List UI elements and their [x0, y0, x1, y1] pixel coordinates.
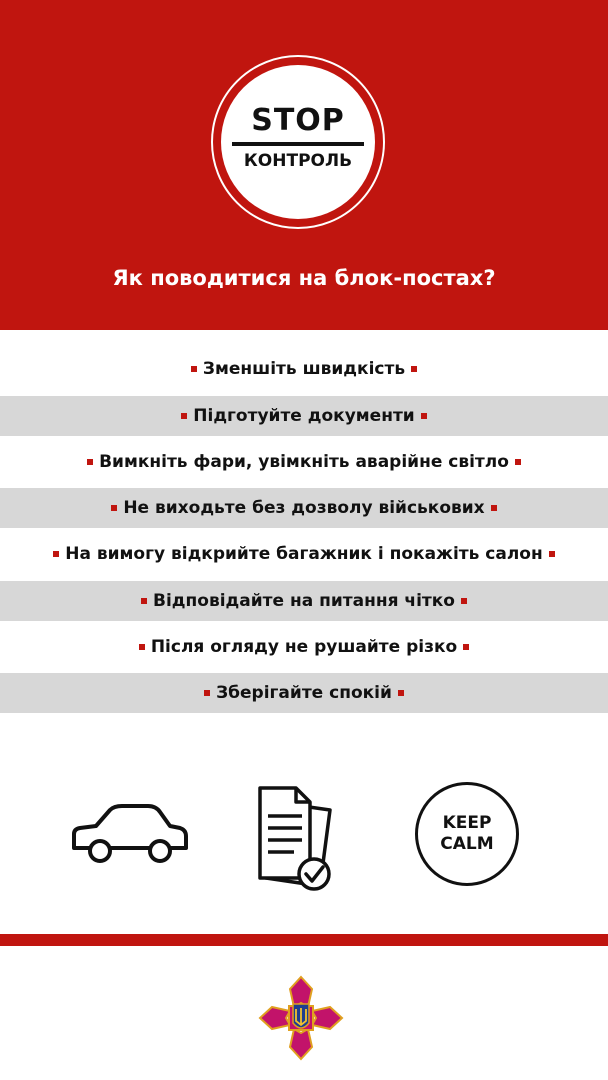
- bullet-square-icon: [139, 644, 145, 650]
- bullet-square-icon: [53, 551, 59, 557]
- bullet-square-icon: [515, 459, 521, 465]
- rule-text: Вимкніть фари, увімкніть аварійне світло: [99, 451, 509, 472]
- bullet-square-icon: [398, 690, 404, 696]
- rule-item: [0, 439, 608, 486]
- rule-item: [0, 581, 608, 621]
- car-icon: [68, 798, 192, 868]
- bullet-square-icon: [204, 690, 210, 696]
- bullet-square-icon: [461, 598, 467, 604]
- rule-text: Після огляду не рушайте різко: [150, 636, 458, 657]
- stop-sign-divider: [232, 142, 364, 146]
- documents-checkmark-icon: [252, 782, 348, 894]
- rule-item: [0, 624, 608, 671]
- bullet-square-icon: [111, 505, 117, 511]
- bullet-square-icon: [463, 644, 469, 650]
- rule-text: Відповідайте на питання чітко: [153, 590, 455, 611]
- bullet-square-icon: [181, 413, 187, 419]
- rules-list: [0, 346, 608, 716]
- keep-calm-line-1: KEEP: [442, 813, 492, 833]
- footer-divider: [0, 934, 608, 946]
- rule-text: Не виходьте без дозволу військових: [123, 498, 485, 518]
- keep-calm-icon: [415, 782, 519, 886]
- bullet-square-icon: [411, 366, 417, 372]
- rule-item: [0, 396, 608, 436]
- keep-calm-line-2: CALM: [440, 834, 494, 854]
- bullet-square-icon: [491, 505, 497, 511]
- rule-item: [0, 673, 608, 713]
- armed-forces-cross-emblem-icon: [258, 975, 344, 1061]
- rule-text: Підготуйте документи: [193, 405, 415, 426]
- stop-sign-subtitle: КОНТРОЛЬ: [243, 151, 353, 171]
- stop-sign-title: STOP: [251, 103, 345, 138]
- icons-row: [0, 770, 608, 900]
- bullet-square-icon: [549, 551, 555, 557]
- rule-text: На вимогу відкрийте багажник і покажіть салон: [65, 544, 543, 565]
- page-title: Як поводитися на блок-постах?: [112, 266, 496, 290]
- bullet-square-icon: [141, 598, 147, 604]
- rule-item: [0, 488, 608, 528]
- rule-item: [0, 531, 608, 578]
- rule-item: [0, 346, 608, 393]
- rule-text: Зберігайте спокій: [216, 683, 392, 703]
- bullet-square-icon: [87, 459, 93, 465]
- bullet-square-icon: [191, 366, 197, 372]
- rule-text: Зменшіть швидкість: [202, 359, 406, 380]
- bullet-square-icon: [421, 413, 427, 419]
